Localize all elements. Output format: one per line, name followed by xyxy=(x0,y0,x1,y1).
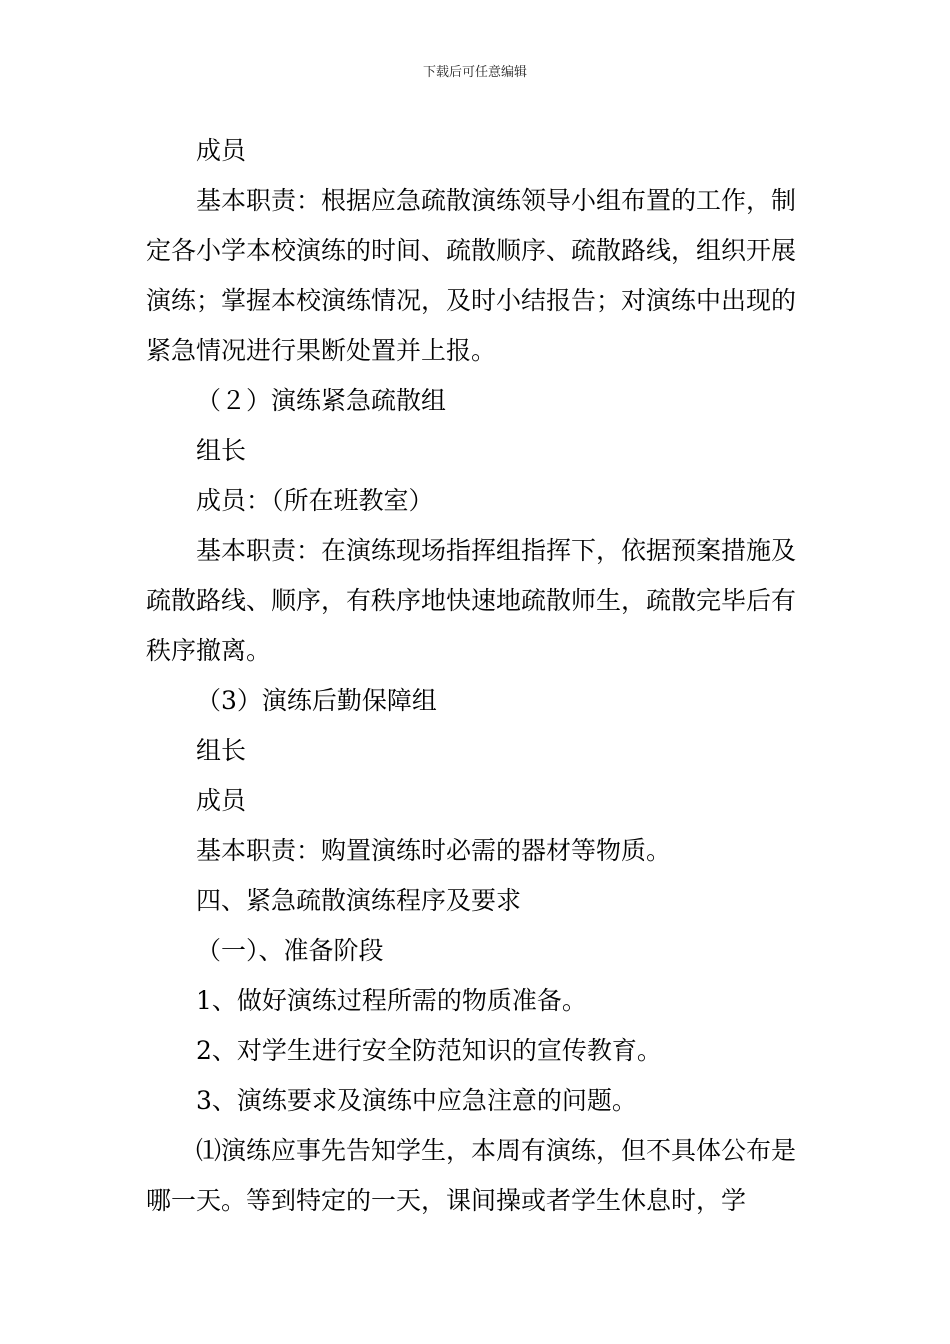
list-item-1: 1、做好演练过程所需的物质准备。 xyxy=(196,986,587,1015)
page-header: 下载后可任意编辑 xyxy=(422,65,527,80)
paragraph-members: 成员 xyxy=(196,136,247,165)
section-heading-procedures: 四、紧急疏散演练程序及要求 xyxy=(196,886,522,915)
list-item-2: 2、对学生进行安全防范知识的宣传教育。 xyxy=(196,1036,662,1065)
paragraph-group-leader-logistics: 组长 xyxy=(196,736,247,765)
paragraph-drill-notice: ⑴演练应事先告知学生，本周有演练，但不具体公布是哪一天。等到特定的一天，课间操或者学生休息时，学 xyxy=(146,1136,797,1215)
section-heading-evacuation-group: （２）演练紧急疏散组 xyxy=(196,386,447,415)
list-item-3: 3、演练要求及演练中应急注意的问题。 xyxy=(196,1086,637,1115)
section-heading-logistics-group: （3）演练后勤保障组 xyxy=(196,686,437,715)
paragraph-group-leader: 组长 xyxy=(196,436,247,465)
document-body xyxy=(146,126,816,1226)
paragraph-duties-leadership: 基本职责：根据应急疏散演练领导小组布置的工作，制定各小学本校演练的时间、疏散顺序、疏散路线，组织开展演练；掌握本校演练情况，及时小结报告；对演练中出现的紧急情况进行果断处置并上报。 xyxy=(146,186,797,365)
paragraph-duties-logistics: 基本职责：购置演练时必需的器材等物质。 xyxy=(196,836,672,865)
paragraph-members-logistics: 成员 xyxy=(196,786,247,815)
paragraph-duties-evacuation: 基本职责：在演练现场指挥组指挥下，依据预案措施及疏散路线、顺序，有秩序地快速地疏散师生，疏散完毕后有秩序撤离。 xyxy=(146,536,797,665)
section-heading-preparation: （一）、准备阶段 xyxy=(196,936,384,965)
paragraph-members-classroom: 成员：（所在班教室） xyxy=(196,486,434,515)
